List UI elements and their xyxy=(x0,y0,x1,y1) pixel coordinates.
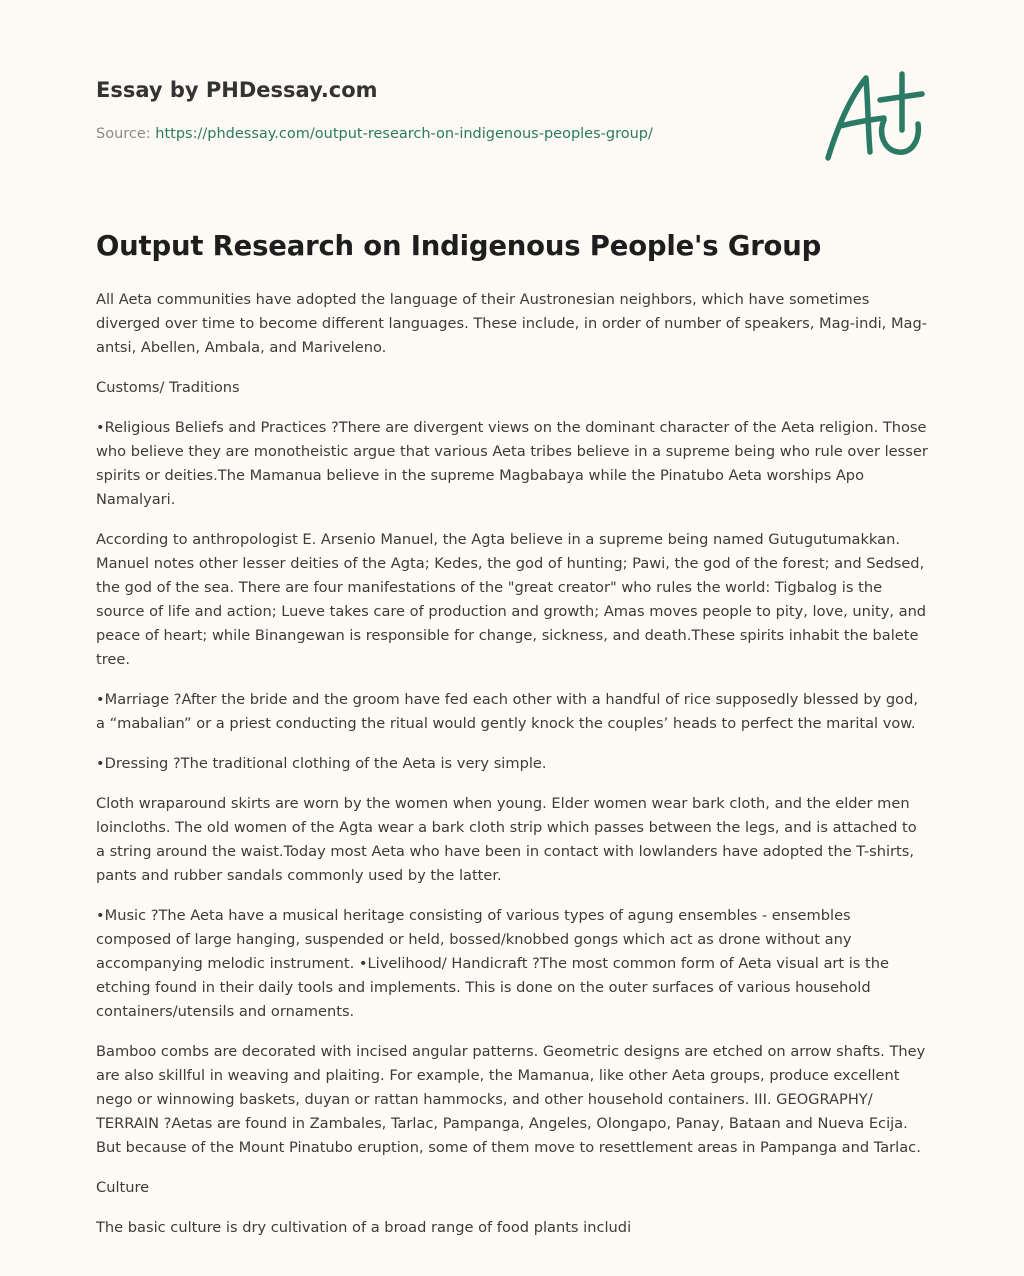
essay-title: Output Research on Indigenous People's Group xyxy=(96,230,822,262)
essay-header xyxy=(96,76,796,144)
paragraph: Bamboo combs are decorated with incised angular patterns. Geometric designs are etched on arrow shafts. They are also skillful in weaving and plaiting. For example, the Mamanua, like other Aeta groups, produce excellent nego or winnowing baskets, duyan or rattan hammocks, and other household containers. III. GEOGRAPHY/ TERRAIN ?Aetas are found in Zambales, Tarlac, Pampanga, Angeles, Olongapo, Panay, Bataan and Nueva Ecija. But because of the Mount Pinatubo eruption, some of them move to resettlement areas in Pampanga and Tarlac. xyxy=(96,1043,926,1156)
section-heading: Culture xyxy=(96,1179,150,1196)
section-heading: Customs/ Traditions xyxy=(96,379,240,396)
brand-title: Essay by PHDessay.com xyxy=(96,78,378,102)
a-plus-logo-icon xyxy=(822,68,926,164)
essay-body xyxy=(96,288,928,1240)
essay-main xyxy=(96,226,928,1256)
paragraph: According to anthropologist E. Arsenio Manuel, the Agta believe in a supreme being named Gutugutumakkan. Manuel notes other lesser deities of the Agta; Kedes, the god of hunting; Pawi, the god of the forest; and Sedsed, the god of the sea. There are four manifestations of the "great creator" who rules the world: Tigbalog is the source of life and action; Lueve takes care of production and growth; Amas moves people to pity, love, unity, and peace of heart; while Binangewan is responsible for change, sickness, and death.These spirits inhabit the balete tree. xyxy=(96,531,927,668)
source-link[interactable]: https://phdessay.com/output-research-on-indigenous-peoples-group/ xyxy=(155,126,653,142)
paragraph: •Marriage ?After the bride and the groom have fed each other with a handful of rice supposedly blessed by god, a “mabalian” or a priest conducting the ritual would gently knock the couples’ heads to perfect the marital vow. xyxy=(96,691,919,732)
source-label: Source: xyxy=(96,126,151,142)
paragraph: •Music ?The Aeta have a musical heritage consisting of various types of agung ensembles - ensembles composed of large hanging, suspended or held, bossed/knobbed gongs which act as drone without any accompanying melodic instrument. •Livelihood/ Handicraft ?The most common form of Aeta visual art is the etching found in their daily tools and implements. This is done on the outer surfaces of various household containers/utensils and ornaments. xyxy=(96,907,890,1020)
paragraph: •Dressing ?The traditional clothing of the Aeta is very simple. xyxy=(96,755,547,772)
source-line xyxy=(96,124,796,144)
paragraph: The basic culture is dry cultivation of a broad range of food plants includi xyxy=(96,1219,632,1236)
paragraph: All Aeta communities have adopted the language of their Austronesian neighbors, which have sometimes diverged over time to become different languages. These include, in order of number of speakers, Mag-indi, Mag-antsi, Abellen, Ambala, and Mariveleno. xyxy=(96,291,928,356)
paragraph: Cloth wraparound skirts are worn by the women when young. Elder women wear bark cloth, and the elder men loincloths. The old women of the Agta wear a bark cloth strip which passes between the legs, and is attached to a string around the waist.Today most Aeta who have been in contact with lowlanders have adopted the T-shirts, pants and rubber sandals commonly used by the latter. xyxy=(96,795,917,884)
paragraph: •Religious Beliefs and Practices ?There are divergent views on the dominant character of the Aeta religion. Those who believe they are monotheistic argue that various Aeta tribes believe in a supreme being who rule over lesser spirits or deities.The Mamanua believe in the supreme Magbabaya while the Pinatubo Aeta worships Apo Namalyari. xyxy=(96,419,928,508)
